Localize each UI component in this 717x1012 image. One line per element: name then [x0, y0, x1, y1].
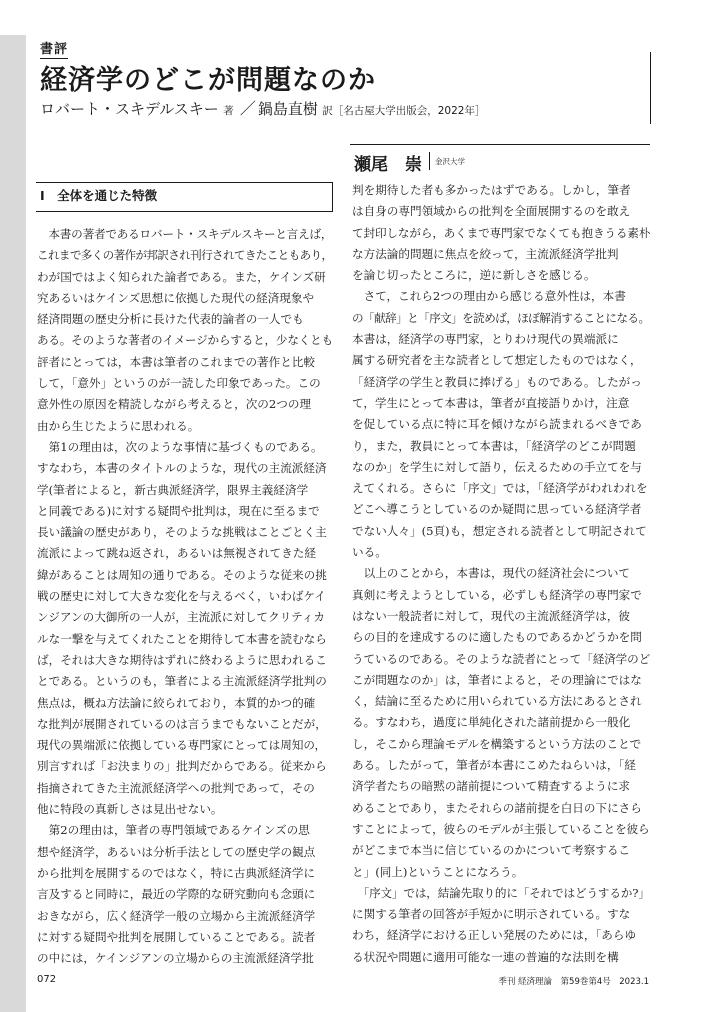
- text-line: 「経済学の学生と教員に捧げる」ものである。したがっ: [352, 374, 642, 389]
- side-margin-bar: [0, 35, 26, 1012]
- text-line: を促している点に特に耳を傾けながら読まれるべきであ: [352, 417, 642, 432]
- text-line: わち，経済学における正しい発展のためには，「あらゆ: [352, 928, 637, 943]
- text-line: いる。: [352, 545, 387, 560]
- text-line: く，結論に至るために用いられている方法にあるとされ: [352, 694, 642, 709]
- text-line: ある。したがって，筆者が本書にこめたねらいは，「経: [352, 758, 636, 773]
- text-line: 長い議論の歴史があり，そのような挑戦はことごとく主: [37, 525, 327, 540]
- text-line: 第2の理由は，筆者の専門領域であるケインズの思: [37, 823, 310, 838]
- text-line: に関する筆者の回答が手短かに明示されている。すな: [352, 907, 631, 922]
- text-line: ルな一撃を与えてくれたことを期待して本書を読むなら: [37, 631, 327, 646]
- right-column: [352, 180, 650, 968]
- text-line: と」(同上)ということになろう。: [352, 864, 524, 879]
- text-line: なのか」を学生に対して語り，伝えるための手立てを与: [352, 459, 642, 474]
- page-number: 072: [37, 974, 57, 985]
- text-line: て封印しながら，あくまで専門家でなくても抱きうる素朴: [352, 225, 651, 240]
- text-line: すなわち，本書のタイトルのような，現代の主流派経済: [37, 461, 327, 476]
- text-line: 判を期待した者も多かったはずである。しかし，筆者: [352, 183, 631, 197]
- text-line: ある。そのような著者のイメージからすると，少なくとも: [37, 333, 333, 348]
- text-line: うているのである。そのような読者にとって「経済学のど: [352, 651, 651, 666]
- text-line: はない一般読者に対して，現代の主流派経済学は，彼: [352, 608, 631, 623]
- text-line: を論じ切ったところに，逆に新しさを感じる。: [352, 268, 596, 283]
- text-line: こが問題なのか」は，筆者によると，その理論にではな: [352, 672, 642, 687]
- text-line: 言及すると同時に，最近の学際的な研究動向も念頭に: [37, 887, 316, 902]
- text-line: 究あるいはケインズ思想に依拠した現代の経済現象や: [37, 290, 315, 305]
- text-line: は自身の専門領域からの批判を全面展開するのを敢え: [352, 204, 631, 219]
- text-line: の中には，ケインジアンの立場からの主流派経済学批: [37, 951, 314, 966]
- text-line: して，「意外」というのが一読した印象であった。この: [37, 376, 321, 391]
- author-name: ロバート・スキデルスキー: [40, 100, 219, 118]
- text-line: 評者にとっては，本書は筆者のこれまでの著作と比較: [37, 354, 316, 369]
- text-line: 済学者たちの暗黙の諸前提について精査するように求: [352, 779, 631, 794]
- text-line: 焦点は，概ね方法論に絞られており，本質的かつ的確: [37, 695, 316, 710]
- byline: [40, 96, 485, 119]
- text-line: ンジアンの大御所の一人が，主流派に対してクリティカ: [37, 610, 325, 625]
- section-heading: Ⅰ 全体を通じた特徴: [40, 188, 158, 203]
- text-line: これまで多くの著作が邦訳され刊行されてきたこともあり，: [37, 248, 333, 263]
- text-line: な批判が展開されているのは言うまでもないことだが，: [37, 716, 327, 731]
- translator-suffix: 訳: [322, 105, 333, 117]
- left-column: [37, 224, 333, 969]
- section-label: 書評: [40, 38, 68, 57]
- text-line: 「序文」では，結論先取り的に「それではどうするか?」: [352, 885, 650, 900]
- text-line: 他に特段の真新しさは見出せない。: [37, 802, 223, 817]
- text-line: な方法論的問題に焦点を絞って，主流派経済学批判: [352, 246, 619, 261]
- text-line: 想や経済学，あるいは分析手法としての歴史学の観点: [37, 844, 316, 859]
- text-line: 学(筆者によると，新古典派経済学，限界主義経済学: [37, 482, 309, 497]
- text-line: り，また，教員にとって本書は，「経済学のどこが問題: [352, 438, 636, 453]
- reviewer-separator: [429, 152, 430, 170]
- text-line: らの目的を達成するのに適したものであるかどうかを問: [352, 630, 642, 645]
- text-line: おきながら，広く経済学一般の立場から主流派経済学: [37, 908, 316, 923]
- text-line: 以上のことから，本書は，現代の経済社会について: [352, 566, 631, 581]
- text-line: る状況や問題に適用可能な一連の普遍的な法則を構: [352, 949, 619, 964]
- text-line: どこへ導こうとしているのか疑問に思っている経済学者: [352, 502, 642, 517]
- text-line: ば，それは大きな期待はずれに終わるように思われるこ: [37, 652, 327, 667]
- text-line: る。すなわち，過度に単純化された諸前提から一般化: [352, 715, 631, 730]
- text-line: 真剣に考えようとしている，必ずしも経済学の専門家で: [352, 587, 642, 602]
- text-line: て，学生にとって本書は，筆者が直接語りかけ，注意: [352, 395, 630, 410]
- text-line: 本書の著者であるロバート・スキデルスキーと言えば，: [37, 227, 333, 241]
- text-line: 別言すれば「お決まりの」批判だからである。従来から: [37, 759, 327, 774]
- journal-info: 季刊 経済理論 第59巻第4号 2023.1: [498, 977, 649, 987]
- text-line: 属する研究者を主な読者として想定したものではなく，: [352, 353, 642, 368]
- text-line: と同義である)に対する疑問や批判は，現在に至るまで: [37, 503, 320, 518]
- text-line: わが国ではよく知られた論者である。また，ケインズ研: [37, 269, 326, 284]
- text-line: に対する疑問や批判を展開していることである。読者: [37, 929, 316, 944]
- author-suffix: 著: [223, 105, 234, 117]
- text-line: の「献辞」と「序文」を読めば，ほぼ解消することになる。: [352, 310, 650, 325]
- translator-name: 鍋島直樹: [257, 100, 318, 118]
- text-line: 由から生じたように思われる。: [37, 418, 200, 433]
- text-line: 流派によって跳ね返され，あるいは無視されてきた経: [37, 546, 316, 561]
- text-line: えてくれる。さらに「序文」では，「経済学がわれわれを: [352, 481, 648, 496]
- publisher-info: ［名古屋大学出版会，2022年］: [332, 105, 486, 117]
- reviewer-affiliation: 金沢大学: [435, 157, 465, 166]
- book-title: 経済学のどこが問題なのか: [40, 65, 376, 96]
- byline-separator: ／: [239, 99, 256, 118]
- text-line: から批判を展開するのではなく，特に古典派経済学に: [37, 865, 316, 880]
- text-line: 現代の異端派に依拠している専門家にとっては周知の，: [37, 738, 327, 753]
- text-line: 緯があることは周知の通りである。そのような従来の挑: [37, 567, 327, 582]
- text-line: めることであり，またそれらの諸前提を白日の下にさら: [352, 800, 642, 815]
- text-line: 戦の歴史に対して大きな変化を与えるべく，いわばケイ: [37, 589, 326, 604]
- text-line: 本書は，経済学の専門家，とりわけ現代の異端派に: [352, 332, 619, 347]
- text-line: 経済問題の歴史分析に長けた代表的論者の一人でも: [37, 312, 304, 327]
- text-line: さて，これら2つの理由から感じる意外性は，本書: [352, 289, 626, 304]
- text-line: すことによって，彼らのモデルが主張していることを彼ら: [352, 821, 650, 836]
- text-line: 第1の理由は，次のような事情に基づくものである。: [37, 439, 323, 454]
- text-line: でない人々」(5頁)も，想定される読者として明記されて: [352, 523, 647, 538]
- text-line: 指摘されてきた主流派経済学への批判であって，その: [37, 780, 315, 795]
- reviewer-rule: [350, 144, 650, 145]
- reviewer-name: 瀬尾 崇: [354, 155, 422, 175]
- text-line: 意外性の原因を精読しながら考えると，次の2つの理: [37, 397, 312, 412]
- text-line: し，そこから理論モデルを構築するという方法のことで: [352, 736, 642, 751]
- text-line: がどこまで本当に信じているのかについて考察するこ: [352, 843, 631, 858]
- text-line: とである。というのも，筆者による主流派経済学批判の: [37, 674, 327, 689]
